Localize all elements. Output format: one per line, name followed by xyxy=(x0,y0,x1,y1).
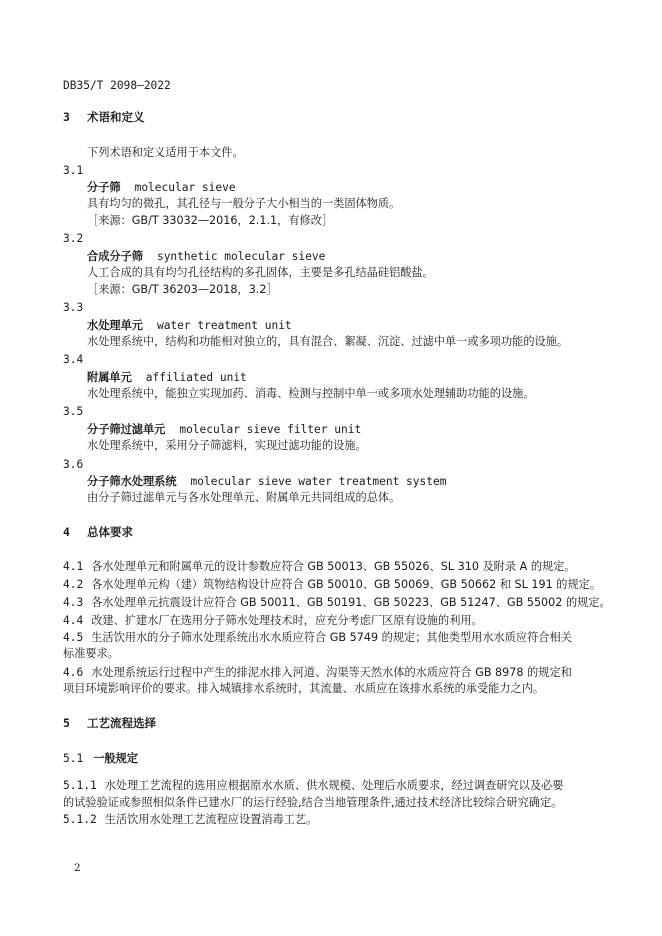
doc-code: DB35/T 2098—2022 xyxy=(63,79,171,92)
clause-item xyxy=(63,577,603,592)
term-zh: 水处理单元 xyxy=(87,319,143,332)
clause-number: 4.4 xyxy=(63,614,84,627)
page-number: 2 xyxy=(74,862,81,874)
term-definition: 人工合成的具有均匀孔径结构的多孔固体，主要是多孔结晶硅铝酸盐。 xyxy=(87,266,434,279)
clause-text: 各水处理单元抗震设计应符合 GB 50011、GB 50191、GB 50223、GB 51247、GB 55002 的规定。 xyxy=(91,596,611,609)
clause-number: 4.1 xyxy=(63,560,84,573)
term-number: 3.1 xyxy=(63,164,84,177)
term-heading xyxy=(87,370,627,385)
term-en: molecular sieve filter unit xyxy=(179,423,362,436)
clause-text: 各水处理单元和附属单元的设计参数应符合 GB 50013、GB 55026、SL 310 及附录 A 的规定。 xyxy=(91,560,576,573)
clause-text: 各水处理单元构（建）筑物结构设计应符合 GB 50010、GB 50069、GB 50662 和 SL 191 的规定。 xyxy=(91,578,602,591)
clause-number: 4.2 xyxy=(63,578,84,591)
term-number: 3.6 xyxy=(63,458,84,471)
clause-item xyxy=(63,595,611,610)
clause-number: 4.3 xyxy=(63,596,84,609)
term-source: ［来源：GB/T 36203—2018，3.2］ xyxy=(87,283,278,296)
section-number: 5 xyxy=(63,716,70,730)
section-title: 工艺流程选择 xyxy=(87,716,156,730)
term-heading xyxy=(87,422,627,437)
clause-number: 4.6 xyxy=(63,666,84,679)
term-heading xyxy=(87,318,627,333)
term-heading xyxy=(87,180,627,195)
clause-text: 生活饮用水处理工艺流程应设置消毒工艺。 xyxy=(104,813,318,826)
term-zh: 分子筛水处理系统 xyxy=(87,475,177,488)
term-definition: 水处理系统中，采用分子筛滤料，实现过滤功能的设施。 xyxy=(87,439,367,452)
section-title: 总体要求 xyxy=(87,525,133,539)
term-definition: 水处理系统中，结构和功能相对独立的，具有混合、絮凝、沉淀、过滤中单一或多项功能的设施。 xyxy=(87,335,569,348)
clause-item xyxy=(63,630,603,645)
clause-continuation: 标准要求。 xyxy=(63,647,119,660)
term-definition: 由分子筛过滤单元与各水处理单元、附属单元共同组成的总体。 xyxy=(87,491,401,504)
term-number: 3.4 xyxy=(63,353,84,366)
clause-item xyxy=(63,665,603,680)
clause-number: 5.1.1 xyxy=(63,779,97,792)
term-number: 3.3 xyxy=(63,301,84,314)
clause-item xyxy=(63,559,603,574)
term-en: molecular sieve water treatment system xyxy=(190,475,447,488)
subsection-title: 一般规定 xyxy=(93,752,138,765)
clause-continuation: 的试验验证或参照相似条件已建水厂的运行经验,结合当地管理条件,通过技术经济比较综合研究确定。 xyxy=(63,796,563,809)
section-intro: 下列术语和定义适用于本文件。 xyxy=(87,146,244,159)
section-title: 术语和定义 xyxy=(87,110,145,124)
term-en: affiliated unit xyxy=(145,371,247,384)
term-heading xyxy=(87,474,627,489)
term-definition: 具有均匀的微孔，其孔径与一般分子大小相当的一类固体物质。 xyxy=(87,197,401,210)
term-heading xyxy=(87,249,627,264)
term-number: 3.5 xyxy=(63,405,84,418)
section-heading-3 xyxy=(63,110,603,125)
section-number: 3 xyxy=(63,110,70,124)
clause-number: 5.1.2 xyxy=(63,813,97,826)
term-source: ［来源：GB/T 33032—2016，2.1.1，有修改］ xyxy=(87,214,334,227)
clause-text: 生活饮用水的分子筛水处理系统出水水质应符合 GB 5749 的规定；其他类型用水水质应符合相关 xyxy=(91,631,572,644)
subsection-number: 5.1 xyxy=(63,752,84,765)
clause-number: 4.5 xyxy=(63,631,84,644)
clause-item xyxy=(63,613,603,628)
clause-text: 水处理系统运行过程中产生的排泥水排入河道、沟渠等天然水体的水质应符合 GB 8978 的规定和 xyxy=(91,666,572,679)
subsection-heading xyxy=(63,751,603,766)
clause-text: 改建、扩建水厂在选用分子筛水处理技术时，应充分考虑厂区原有设施的利用。 xyxy=(91,614,483,627)
section-number: 4 xyxy=(63,525,70,539)
clause-item xyxy=(63,778,603,793)
term-zh: 分子筛过滤单元 xyxy=(87,423,166,436)
clause-continuation: 项目环境影响评价的要求。排入城镇排水系统时，其流量、水质应在该排水系统的承受能力之内。 xyxy=(63,682,545,695)
term-en: molecular sieve xyxy=(134,181,236,194)
term-number: 3.2 xyxy=(63,232,84,245)
term-zh: 附属单元 xyxy=(87,371,132,384)
clause-item xyxy=(63,812,603,827)
term-definition: 水处理系统中，能独立实现加药、消毒、检测与控制中单一或多项水处理辅助功能的设施。 xyxy=(87,387,535,400)
term-zh: 合成分子筛 xyxy=(87,250,143,263)
term-zh: 分子筛 xyxy=(87,181,121,194)
term-en: water treatment unit xyxy=(156,319,292,332)
section-heading-4 xyxy=(63,525,603,540)
section-heading-5 xyxy=(63,716,603,731)
clause-text: 水处理工艺流程的选用应根据原水水质、供水规模、处理后水质要求，经过调查研究以及必要 xyxy=(104,779,564,792)
term-en: synthetic molecular sieve xyxy=(156,250,326,263)
